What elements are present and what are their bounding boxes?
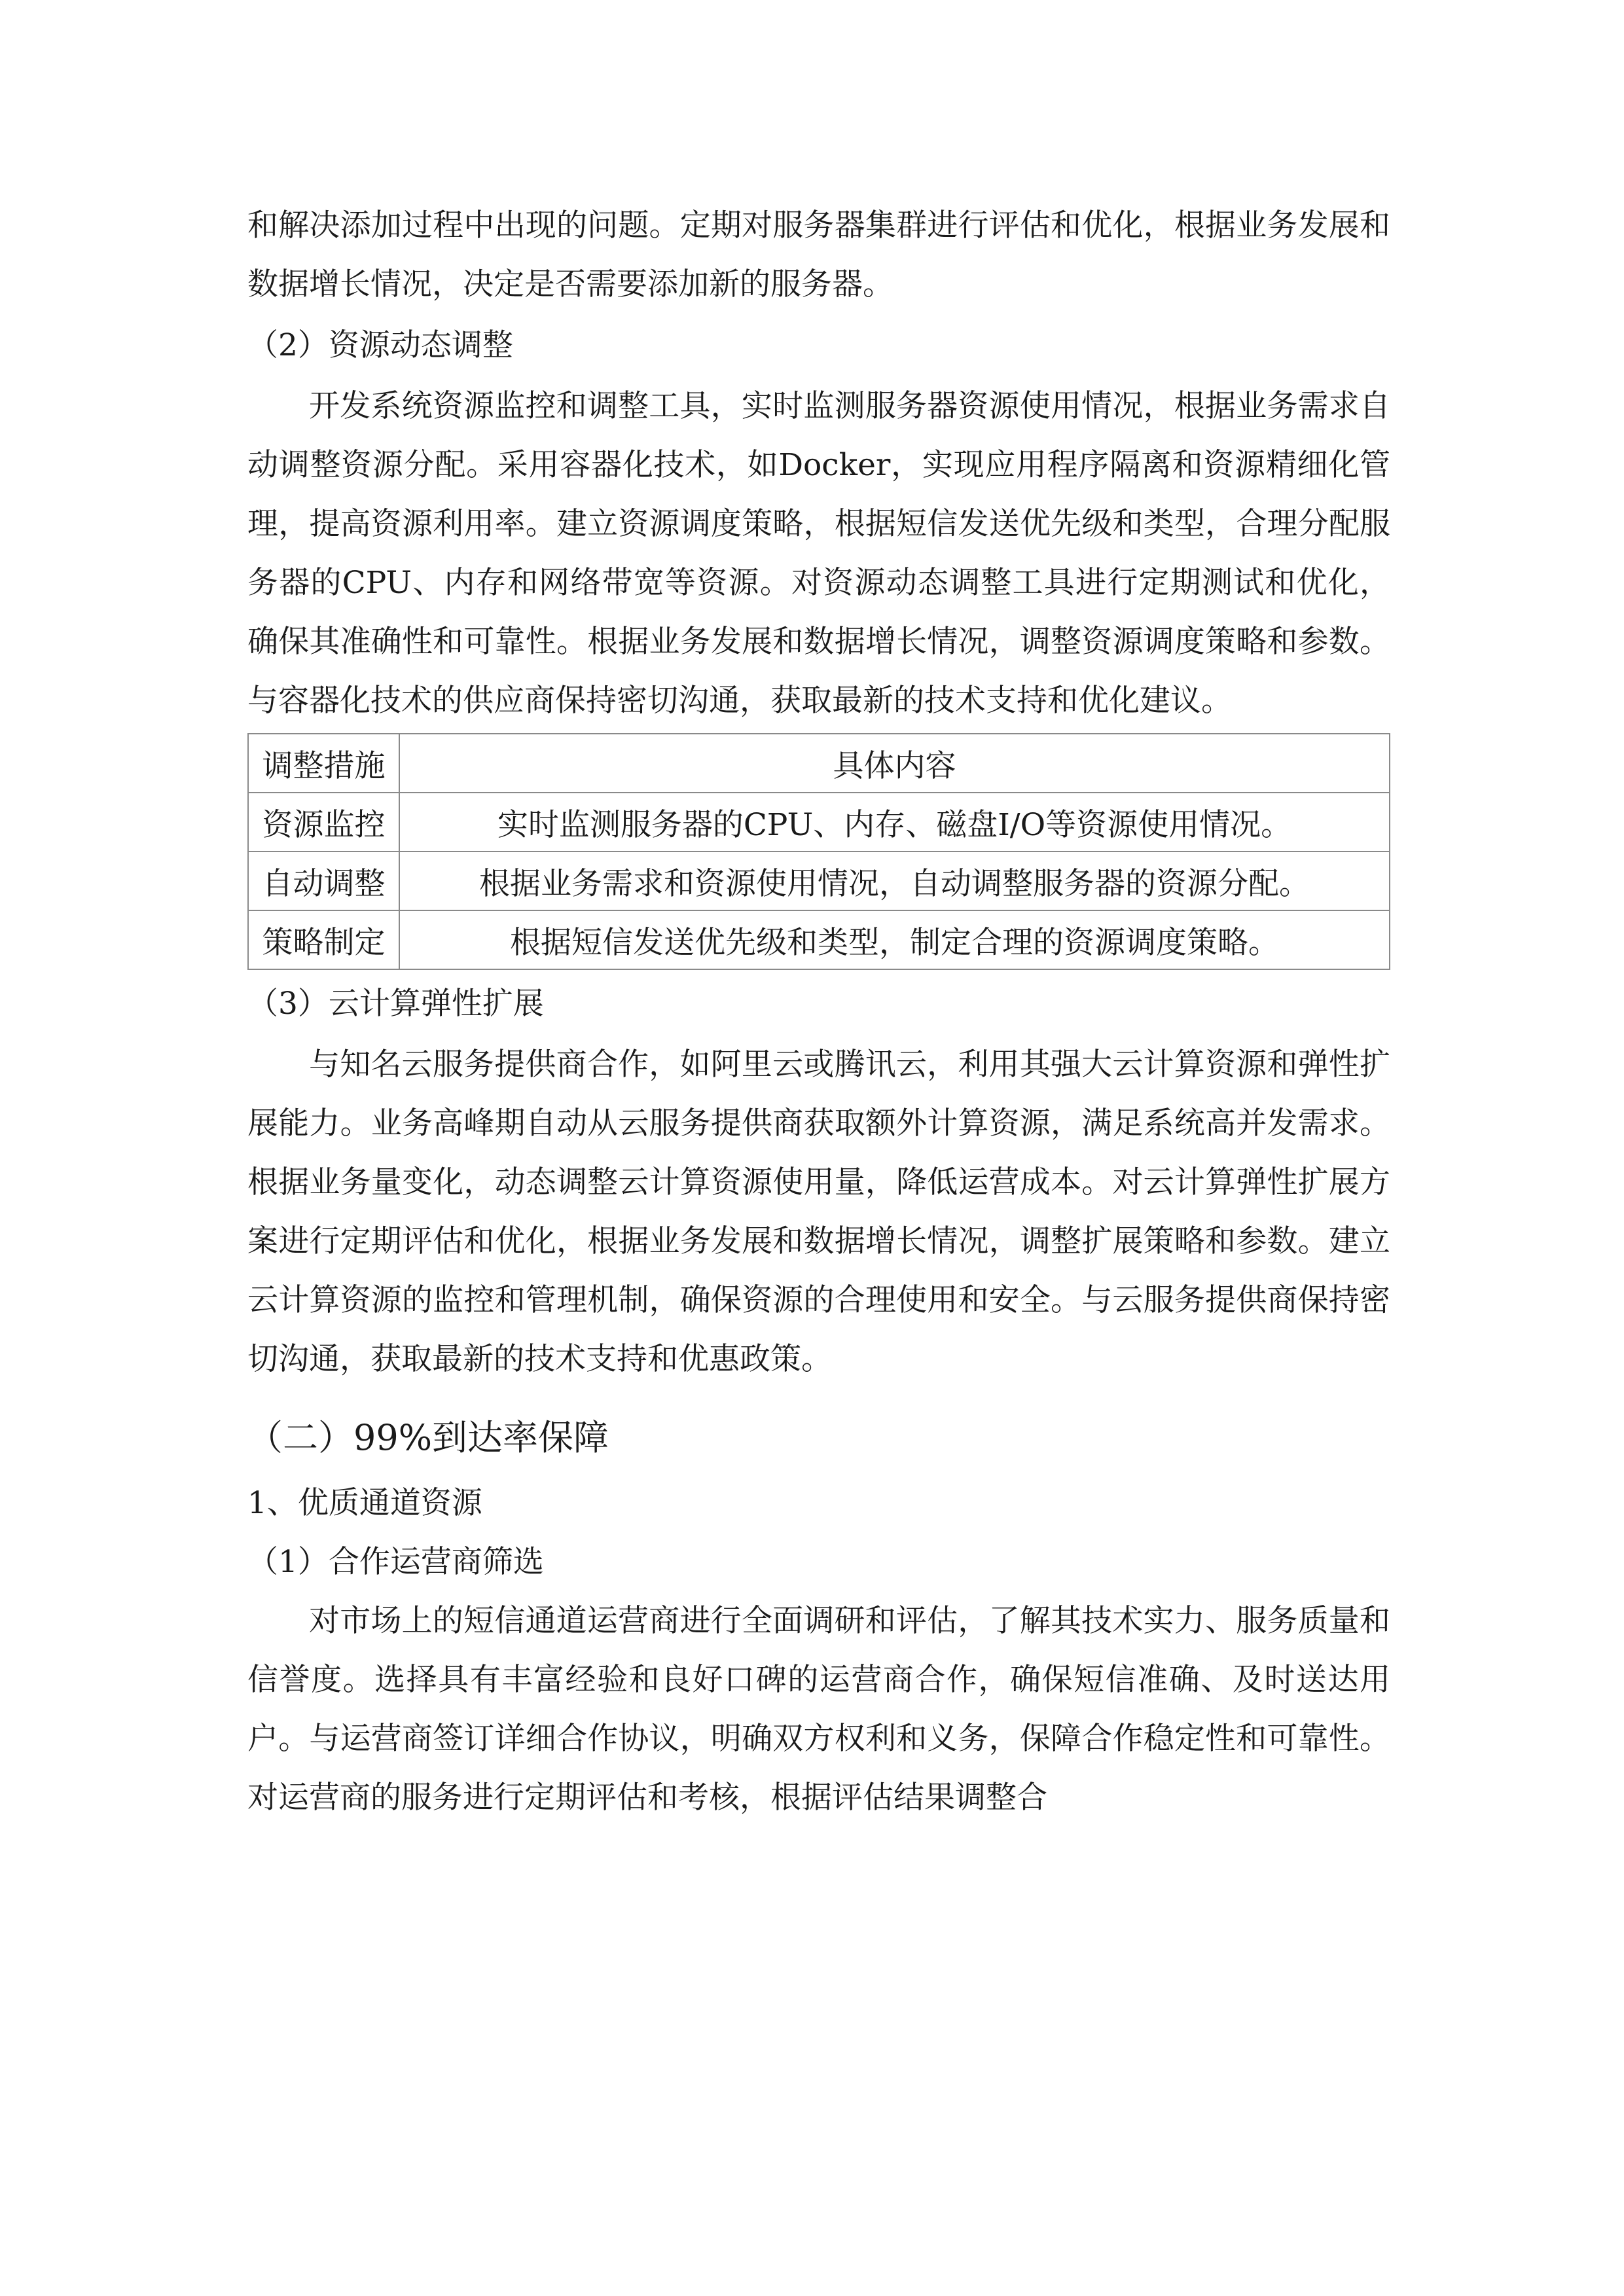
- table-cell-measure: 自动调整: [248, 852, 399, 910]
- table-row: [248, 852, 1390, 910]
- table-row: [248, 793, 1390, 852]
- heading-cloud-elastic-scaling: （3）云计算弹性扩展: [247, 986, 544, 1022]
- table-cell-measure: 资源监控: [248, 793, 399, 852]
- table-header-cell: 具体内容: [399, 734, 1390, 793]
- table-header-row: [248, 734, 1390, 793]
- heading-delivery-rate-guarantee: （二）99%到达率保障: [247, 1417, 609, 1458]
- heading-operator-selection: （1）合作运营商筛选: [247, 1544, 544, 1580]
- paragraph-resource-adjustment: 开发系统资源监控和调整工具，实时监测服务器资源使用情况，根据业务需求自动调整资源分配。采用容器化技术，如Docker，实现应用程序隔离和资源精细化管理，提高资源利用率。建立资源调度策略，根据短信发送优先级和类型，合理分配服务器的CPU、内存和网络带宽等资源。对资源动态调整工具进行定期测试和优化，确保其准确性和可靠性。根据业务发展和数据增长情况，调整资源调度策略和参数。与容器化技术的供应商保持密切沟通，获取最新的技术支持和优化建议。: [247, 388, 1390, 719]
- table-row: [248, 910, 1390, 969]
- paragraph-cloud-scaling: 与知名云服务提供商合作，如阿里云或腾讯云，利用其强大云计算资源和弹性扩展能力。业务高峰期自动从云服务提供商获取额外计算资源，满足系统高并发需求。根据业务量变化，动态调整云计算资源使用量，降低运营成本。对云计算弹性扩展方案进行定期评估和优化，根据业务发展和数据增长情况，调整扩展策略和参数。建立云计算资源的监控和管理机制，确保资源的合理使用和安全。与云服务提供商保持密切沟通，获取最新的技术支持和优惠政策。: [247, 1047, 1390, 1377]
- table-cell-content: 根据短信发送优先级和类型，制定合理的资源调度策略。: [399, 910, 1390, 969]
- adjustment-measures-table: [247, 733, 1390, 970]
- table-cell-measure: 策略制定: [248, 910, 399, 969]
- heading-resource-dynamic-adjustment: （2）资源动态调整: [247, 327, 513, 363]
- document-page: [247, 196, 1390, 1827]
- paragraph-operator-selection: 对市场上的短信通道运营商进行全面调研和评估，了解其技术实力、服务质量和信誉度。选择具有丰富经验和良好口碑的运营商合作，确保短信准确、及时送达用户。与运营商签订详细合作协议，明确双方权利和义务，保障合作稳定性和可靠性。对运营商的服务进行定期评估和考核，根据评估结果调整合: [247, 1603, 1390, 1816]
- heading-quality-channel-resources: 1、优质通道资源: [247, 1485, 482, 1521]
- table-cell-content: 根据业务需求和资源使用情况，自动调整服务器的资源分配。: [399, 852, 1390, 910]
- table-header-cell: 调整措施: [248, 734, 399, 793]
- paragraph-server-cluster-tail: 和解决添加过程中出现的问题。定期对服务器集群进行评估和优化，根据业务发展和数据增长情况，决定是否需要添加新的服务器。: [247, 207, 1390, 302]
- table-cell-content: 实时监测服务器的CPU、内存、磁盘I/O等资源使用情况。: [399, 793, 1390, 852]
